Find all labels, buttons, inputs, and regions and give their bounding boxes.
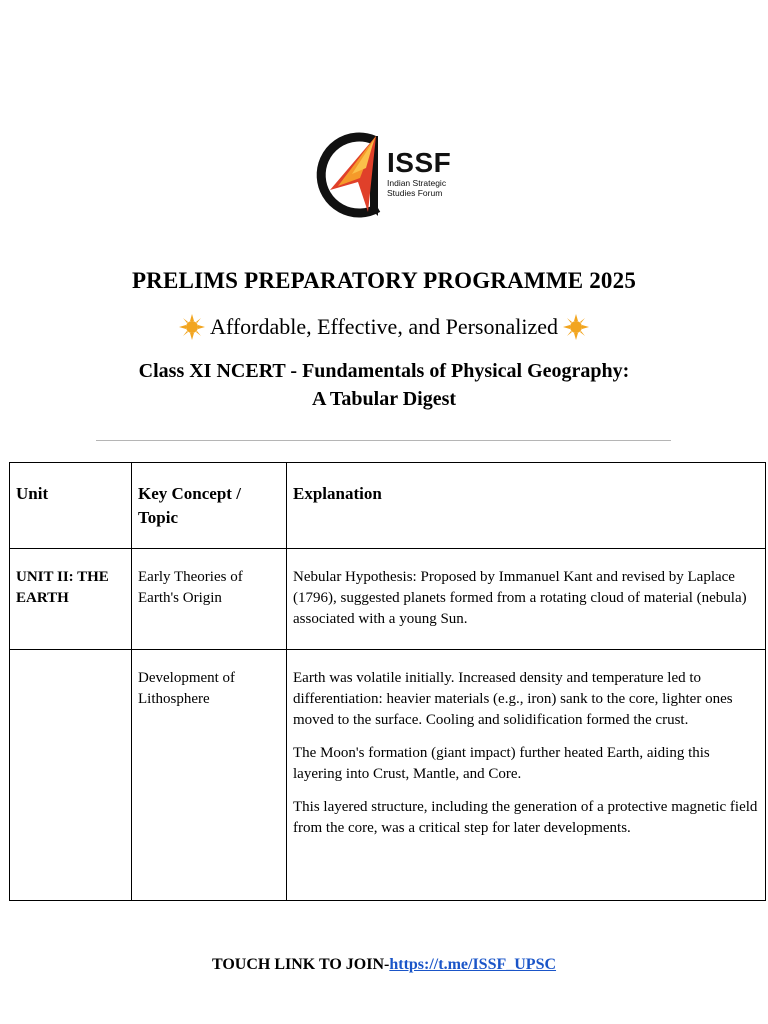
telegram-link[interactable]: https://t.me/ISSF_UPSC — [389, 956, 557, 973]
topic-cell: Early Theories of Earth's Origin — [132, 549, 287, 650]
logo-subtitle: Indian Strategic Studies Forum — [387, 178, 447, 198]
explanation-paragraph: This layered structure, including the generation of a protective magnetic field from the core, was a critical step for later developments. — [293, 799, 758, 836]
table-row — [10, 650, 766, 901]
sun-icon — [562, 313, 590, 341]
table-header-row — [10, 463, 766, 549]
join-label: TOUCH LINK TO JOIN- — [211, 956, 390, 973]
subtitle-line-2: A Tabular Digest — [311, 388, 457, 410]
tagline-text: Affordable, Effective, and Personalized — [210, 314, 558, 339]
sun-icon — [178, 313, 206, 341]
logo-brand: ISSF — [387, 147, 452, 178]
digest-table — [9, 462, 766, 901]
document-subtitle — [0, 357, 768, 413]
page-title: PRELIMS PREPARATORY PROGRAMME 2025 — [131, 268, 637, 293]
table-row — [10, 549, 766, 650]
subtitle-line-1: Class XI NCERT - Fundamentals of Physical Geography: — [138, 360, 630, 382]
explanation-paragraph: Nebular Hypothesis: Proposed by Immanuel Kant and revised by Laplace (1796), suggested planets formed from a rotating cloud of material (nebula) associated with a young Sun. — [293, 569, 747, 627]
explanation-cell — [287, 549, 766, 650]
unit-cell — [10, 650, 132, 901]
issf-logo — [308, 128, 468, 226]
logo-emblem-icon — [308, 128, 388, 226]
explanation-cell — [287, 650, 766, 901]
explanation-paragraph: Earth was volatile initially. Increased density and temperature led to differentiation: heavier materials (e.g., iron) sank to the core, lighter ones moved to the surface. Cooling and solidification formed the crust. — [293, 670, 733, 728]
column-header-unit: Unit — [10, 463, 132, 549]
unit-cell: UNIT II: THE EARTH — [10, 549, 132, 650]
column-header-topic: Key Concept / Topic — [132, 463, 287, 549]
column-header-explanation: Explanation — [287, 463, 766, 549]
explanation-paragraph: The Moon's formation (giant impact) further heated Earth, aiding this layering into Crust, Mantle, and Core. — [293, 745, 710, 782]
topic-cell: Development of Lithosphere — [132, 650, 287, 901]
footer — [0, 956, 768, 974]
divider — [96, 440, 671, 441]
tagline — [0, 313, 768, 341]
